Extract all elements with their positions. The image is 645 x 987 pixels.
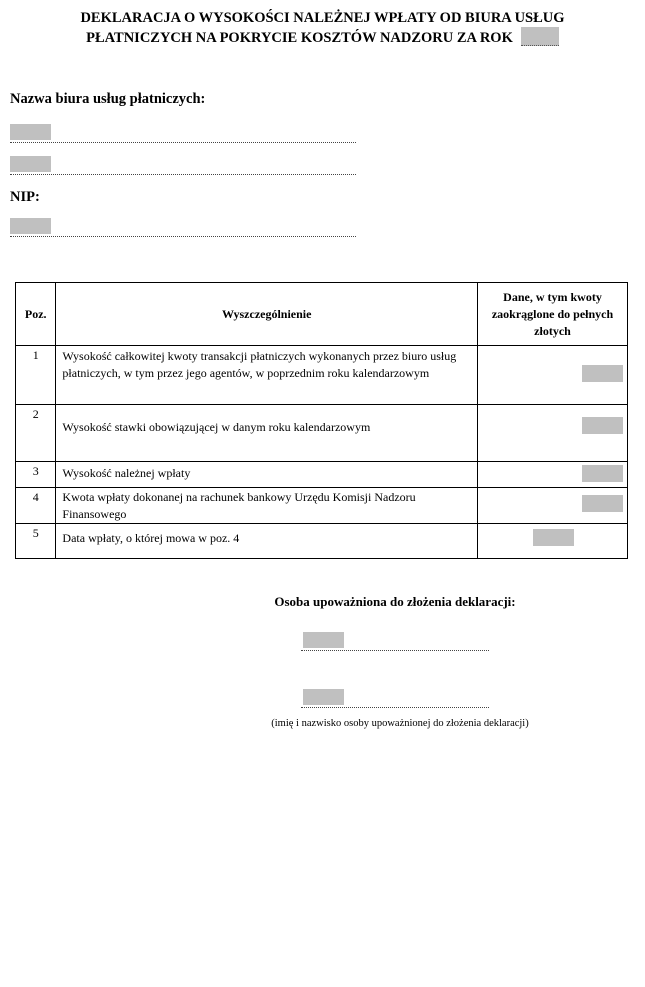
row-value-cell — [478, 405, 628, 462]
row-value-cell — [478, 462, 628, 488]
row-value-cell — [478, 346, 628, 405]
title-line-2 — [0, 28, 645, 48]
table-row — [16, 488, 628, 524]
office-name-input-1[interactable] — [10, 124, 51, 140]
row-value-input[interactable] — [582, 495, 623, 512]
row-poz: 3 — [16, 462, 56, 488]
declaration-title — [0, 8, 645, 48]
row-poz: 4 — [16, 488, 56, 524]
table-row — [16, 346, 628, 405]
row-value-input[interactable] — [582, 417, 623, 434]
table-row — [16, 405, 628, 462]
row-description: Wysokość całkowitej kwoty transakcji płatniczych wykonanych przez biuro usług płatniczych, w tym przez jego agentów, w poprzednim roku kalendarzowym — [56, 346, 478, 405]
header-value: Dane, w tym kwoty zaokrąglone do pełnych złotych — [478, 283, 628, 346]
authorized-person-field-1[interactable] — [301, 632, 489, 651]
row-poz: 1 — [16, 346, 56, 405]
row-description: Wysokość stawki obowiązującej w danym roku kalendarzowym — [56, 405, 478, 462]
title-line-1: DEKLARACJA O WYSOKOŚCI NALEŻNEJ WPŁATY OD BIURA USŁUG — [80, 10, 565, 26]
row-description: Kwota wpłaty dokonanej na rachunek bankowy Urzędu Komisji Nadzoru Finansowego — [56, 488, 478, 524]
nip-input[interactable] — [10, 218, 51, 234]
authorized-person-input-1[interactable] — [303, 632, 344, 648]
table-row — [16, 462, 628, 488]
row-value-cell — [478, 488, 628, 524]
row-value-cell — [478, 524, 628, 559]
row-value-input[interactable] — [582, 365, 623, 382]
authorized-person-label: Osoba upoważniona do złożenia deklaracji: — [274, 594, 516, 609]
authorized-person-input-2[interactable] — [303, 689, 344, 705]
header-description: Wyszczególnienie — [56, 283, 478, 346]
office-name-label: Nazwa biura usług płatniczych: — [10, 91, 206, 107]
row-description: Data wpłaty, o której mowa w poz. 4 — [56, 524, 478, 559]
office-name-field-1[interactable] — [10, 124, 356, 143]
authorized-person-field-2[interactable] — [301, 689, 489, 708]
office-name-field-2[interactable] — [10, 156, 356, 175]
row-description: Wysokość należnej wpłaty — [56, 462, 478, 488]
year-input[interactable] — [521, 27, 559, 46]
office-name-input-2[interactable] — [10, 156, 51, 172]
table-header-row — [16, 283, 628, 346]
title-line-2-text: PŁATNICZYCH NA POKRYCIE KOSZTÓW NADZORU ZA ROK — [86, 30, 513, 46]
row-poz: 2 — [16, 405, 56, 462]
row-poz: 5 — [16, 524, 56, 559]
declaration-table — [15, 282, 628, 559]
row-value-input[interactable] — [582, 465, 623, 482]
nip-field[interactable] — [10, 218, 356, 237]
nip-label: NIP: — [10, 189, 40, 205]
header-poz: Poz. — [16, 283, 56, 346]
row-value-input[interactable] — [533, 529, 574, 546]
authorized-person-caption: (imię i nazwisko osoby upoważnionej do złożenia deklaracji) — [271, 718, 529, 729]
table-row — [16, 524, 628, 559]
